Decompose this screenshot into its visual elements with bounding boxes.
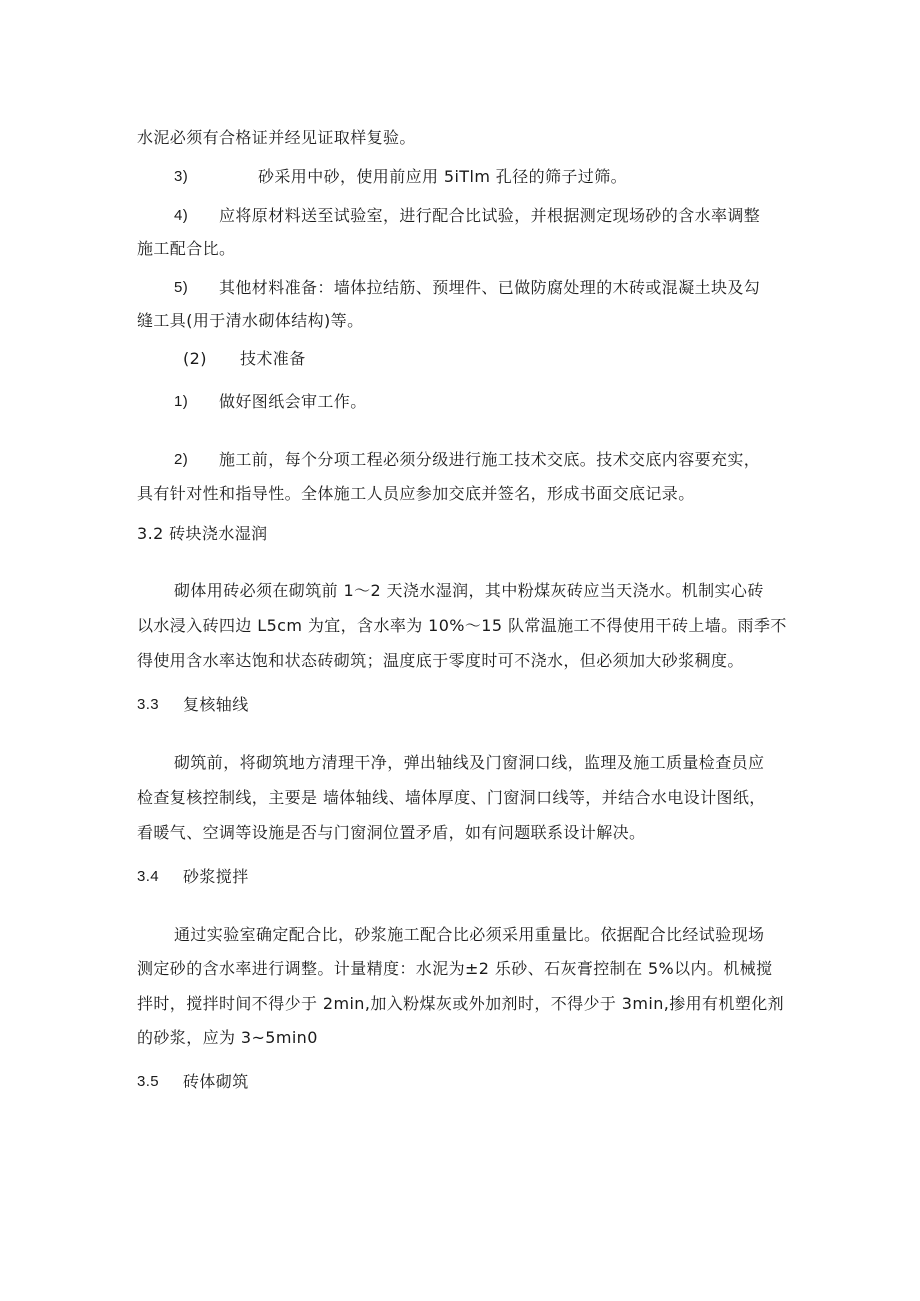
section-heading: 3.2 砖块浇水湿润	[137, 524, 268, 543]
paragraph-line: 通过实验室确定配合比，砂浆施工配合比必须采用重量比。依据配合比经试验现场	[174, 925, 765, 944]
section-number: 3.4	[137, 868, 160, 885]
list-item-text: 砂采用中砂，使用前应用 5iTlm 孔径的筛子过筛。	[258, 167, 628, 186]
paragraph-line: 具有针对性和指导性。全体施工人员应参加交底并签名，形成书面交底记录。	[137, 484, 695, 503]
list-number: 2)	[174, 451, 189, 468]
paragraph-line: 砌筑前，将砌筑地方清理干净，弹出轴线及门窗洞口线，监理及施工质量检查员应	[174, 753, 765, 772]
section-number: 3.5	[137, 1073, 160, 1090]
paragraph-line: 施工配合比。	[137, 239, 236, 258]
subsection-number: (2)	[183, 349, 207, 368]
list-item-text: 施工前，每个分项工程必须分级进行施工技术交底。技术交底内容要充实，	[219, 450, 761, 469]
paragraph-line: 的砂浆，应为 3~5min0	[137, 1028, 318, 1047]
list-item-text: 应将原材料送至试验室，进行配合比试验，并根据测定现场砂的含水率调整	[219, 206, 761, 225]
section-title: 砖体砌筑	[183, 1072, 249, 1091]
section-number: 3.3	[137, 696, 160, 713]
subsection-title: 技术准备	[240, 349, 306, 368]
paragraph-line: 缝工具(用于清水砌体结构)等。	[137, 311, 364, 330]
paragraph-line: 测定砂的含水率进行调整。计量精度：水泥为±2 乐砂、石灰膏控制在 5%以内。机械搅	[137, 959, 773, 978]
paragraph-line: 检查复核控制线，主要是 墙体轴线、墙体厚度、门窗洞口线等，并结合水电设计图纸，	[137, 788, 766, 807]
list-number: 3)	[174, 168, 189, 185]
list-number: 1)	[174, 393, 189, 410]
list-number: 4)	[174, 207, 189, 224]
section-title: 复核轴线	[183, 695, 249, 714]
list-item-text: 做好图纸会审工作。	[219, 392, 367, 411]
paragraph-line: 以水浸入砖四边 L5cm 为宜，含水率为 10%～15 队常温施工不得使用干砖上墙。雨季不	[137, 616, 787, 635]
paragraph-line: 砌体用砖必须在砌筑前 1～2 天浇水湿润，其中粉煤灰砖应当天浇水。机制实心砖	[174, 581, 764, 600]
paragraph-line: 得使用含水率达饱和状态砖砌筑；温度底于零度时可不浇水，但必须加大砂浆稠度。	[137, 651, 744, 670]
section-title: 砂浆搅拌	[183, 867, 249, 886]
list-item-text: 其他材料准备：墙体拉结筋、预埋件、已做防腐处理的木砖或混凝土块及勾	[219, 278, 761, 297]
paragraph-line: 看暖气、空调等设施是否与门窗洞位置矛盾，如有问题联系设计解决。	[137, 823, 646, 842]
list-number: 5)	[174, 279, 189, 296]
paragraph-line: 拌时，搅拌时间不得少于 2min,加入粉煤灰或外加剂时，不得少于 3min,掺用有机塑化剂	[137, 994, 785, 1013]
paragraph-line: 水泥必须有合格证并经见证取样复验。	[137, 128, 416, 147]
